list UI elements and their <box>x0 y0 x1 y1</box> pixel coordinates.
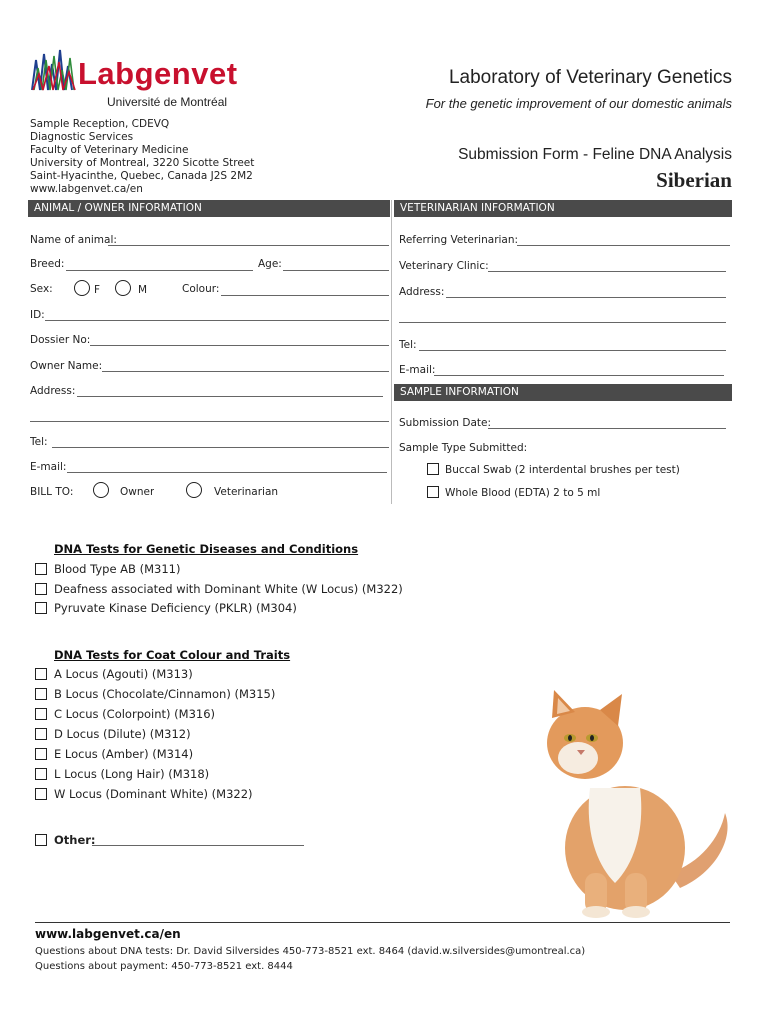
test-label: B Locus (Chocolate/Cinnamon) (M315) <box>54 687 276 701</box>
age-field[interactable] <box>283 270 389 271</box>
lab-title: Laboratory of Veterinary Genetics <box>448 67 732 88</box>
dossier-field[interactable] <box>90 345 389 346</box>
vet-tel-label: Tel: <box>399 339 417 351</box>
animal-name-field[interactable] <box>108 245 389 246</box>
buccal-swab-checkbox[interactable] <box>427 463 439 475</box>
bill-owner-radio[interactable] <box>93 482 109 498</box>
logo-text: Labgenvet <box>78 56 238 91</box>
id-label: ID: <box>30 309 45 321</box>
reception-address <box>30 118 254 196</box>
colour-label: Colour: <box>182 283 220 295</box>
test-checkbox[interactable] <box>35 788 47 800</box>
colour-field[interactable] <box>221 295 389 296</box>
footer-payment-questions: Questions about payment: 450-773-8521 ext. 8444 <box>35 961 293 972</box>
submission-date-field[interactable] <box>488 428 726 429</box>
logo-subtitle: Université de Montréal <box>107 95 228 109</box>
sex-m-label: M <box>138 284 148 296</box>
clinic-field[interactable] <box>488 271 726 272</box>
test-checkbox[interactable] <box>35 768 47 780</box>
vet-address-label: Address: <box>399 286 445 298</box>
sex-f-radio[interactable] <box>74 280 90 296</box>
cat-photo <box>530 688 740 918</box>
disease-tests-heading: DNA Tests for Genetic Diseases and Conditions <box>54 542 359 556</box>
other-checkbox[interactable] <box>35 834 47 846</box>
veterinarian-heading: VETERINARIAN INFORMATION <box>394 200 732 217</box>
owner-tel-field[interactable] <box>52 447 389 448</box>
vet-address-field[interactable] <box>446 297 726 298</box>
vet-email-label: E-mail: <box>399 364 436 376</box>
coat-tests-heading: DNA Tests for Coat Colour and Traits <box>54 648 291 662</box>
test-label: D Locus (Dilute) (M312) <box>54 727 191 741</box>
sample-type-label: Sample Type Submitted: <box>399 442 528 454</box>
test-label: Blood Type AB (M311) <box>54 562 181 576</box>
vet-address-field-2[interactable] <box>399 322 726 323</box>
address-line: www.labgenvet.ca/en <box>30 183 143 195</box>
breed-label: Breed: <box>30 258 65 270</box>
clinic-label: Veterinary Clinic: <box>399 260 489 272</box>
address-line: Diagnostic Services <box>30 131 134 143</box>
form-title: Submission Form - Feline DNA Analysis <box>458 146 732 163</box>
owner-tel-label: Tel: <box>30 436 48 448</box>
owner-email-field[interactable] <box>67 472 387 473</box>
test-checkbox[interactable] <box>35 708 47 720</box>
buccal-swab-label: Buccal Swab (2 interdental brushes per test) <box>445 464 680 476</box>
vet-email-field[interactable] <box>434 375 724 376</box>
bill-vet-label: Veterinarian <box>214 486 279 498</box>
other-field[interactable] <box>92 845 304 846</box>
test-label: C Locus (Colorpoint) (M316) <box>54 707 216 721</box>
sex-label: Sex: <box>30 283 53 295</box>
test-checkbox[interactable] <box>35 688 47 700</box>
id-field[interactable] <box>45 320 389 321</box>
whole-blood-label: Whole Blood (EDTA) 2 to 5 ml <box>445 487 601 499</box>
owner-name-label: Owner Name: <box>30 360 103 372</box>
whole-blood-checkbox[interactable] <box>427 486 439 498</box>
submission-date-label: Submission Date: <box>399 417 492 429</box>
test-label: A Locus (Agouti) (M313) <box>54 667 193 681</box>
footer-divider <box>35 922 730 923</box>
test-label: Deafness associated with Dominant White (W Locus) (M322) <box>54 582 403 596</box>
address-line: University of Montreal, 3220 Sicotte Street <box>30 157 255 169</box>
ref-vet-label: Referring Veterinarian: <box>399 234 519 246</box>
bill-vet-radio[interactable] <box>186 482 202 498</box>
owner-address-label: Address: <box>30 385 76 397</box>
breed-field[interactable] <box>66 270 253 271</box>
owner-address-field[interactable] <box>77 396 383 397</box>
address-line: Saint-Hyacinthe, Quebec, Canada J2S 2M2 <box>30 170 253 182</box>
sample-heading: SAMPLE INFORMATION <box>394 384 732 401</box>
test-label: E Locus (Amber) (M314) <box>54 747 194 761</box>
bill-to-label: BILL TO: <box>30 486 74 498</box>
vet-tel-field[interactable] <box>419 350 726 351</box>
test-checkbox[interactable] <box>35 563 47 575</box>
ref-vet-field[interactable] <box>517 245 730 246</box>
owner-name-field[interactable] <box>102 371 389 372</box>
breed-title: Siberian <box>656 168 732 192</box>
test-checkbox[interactable] <box>35 728 47 740</box>
footer-url[interactable]: www.labgenvet.ca/en <box>35 927 181 941</box>
test-label: Pyruvate Kinase Deficiency (PKLR) (M304) <box>54 601 297 615</box>
sex-m-radio[interactable] <box>115 280 131 296</box>
test-checkbox[interactable] <box>35 583 47 595</box>
dossier-label: Dossier No: <box>30 334 91 346</box>
sex-f-label: F <box>94 284 101 296</box>
test-checkbox[interactable] <box>35 748 47 760</box>
test-label: W Locus (Dominant White) (M322) <box>54 787 253 801</box>
other-label: Other: <box>54 833 96 847</box>
address-line: Faculty of Veterinary Medicine <box>30 144 189 156</box>
lab-tagline: For the genetic improvement of our domestic animals <box>425 96 732 111</box>
test-checkbox[interactable] <box>35 668 47 680</box>
address-line: Sample Reception, CDEVQ <box>30 118 170 130</box>
bill-owner-label: Owner <box>120 486 155 498</box>
owner-address-field-2[interactable] <box>30 421 389 422</box>
column-divider <box>391 200 392 504</box>
animal-name-label: Name of animal: <box>30 234 117 246</box>
age-label: Age: <box>258 258 282 270</box>
test-label: L Locus (Long Hair) (M318) <box>54 767 210 781</box>
animal-owner-heading: ANIMAL / OWNER INFORMATION <box>28 200 390 217</box>
footer-dna-questions: Questions about DNA tests: Dr. David Silversides 450-773-8521 ext. 8464 (david.w.silversides@umontreal.ca) <box>35 946 586 957</box>
owner-email-label: E-mail: <box>30 461 67 473</box>
test-checkbox[interactable] <box>35 602 47 614</box>
